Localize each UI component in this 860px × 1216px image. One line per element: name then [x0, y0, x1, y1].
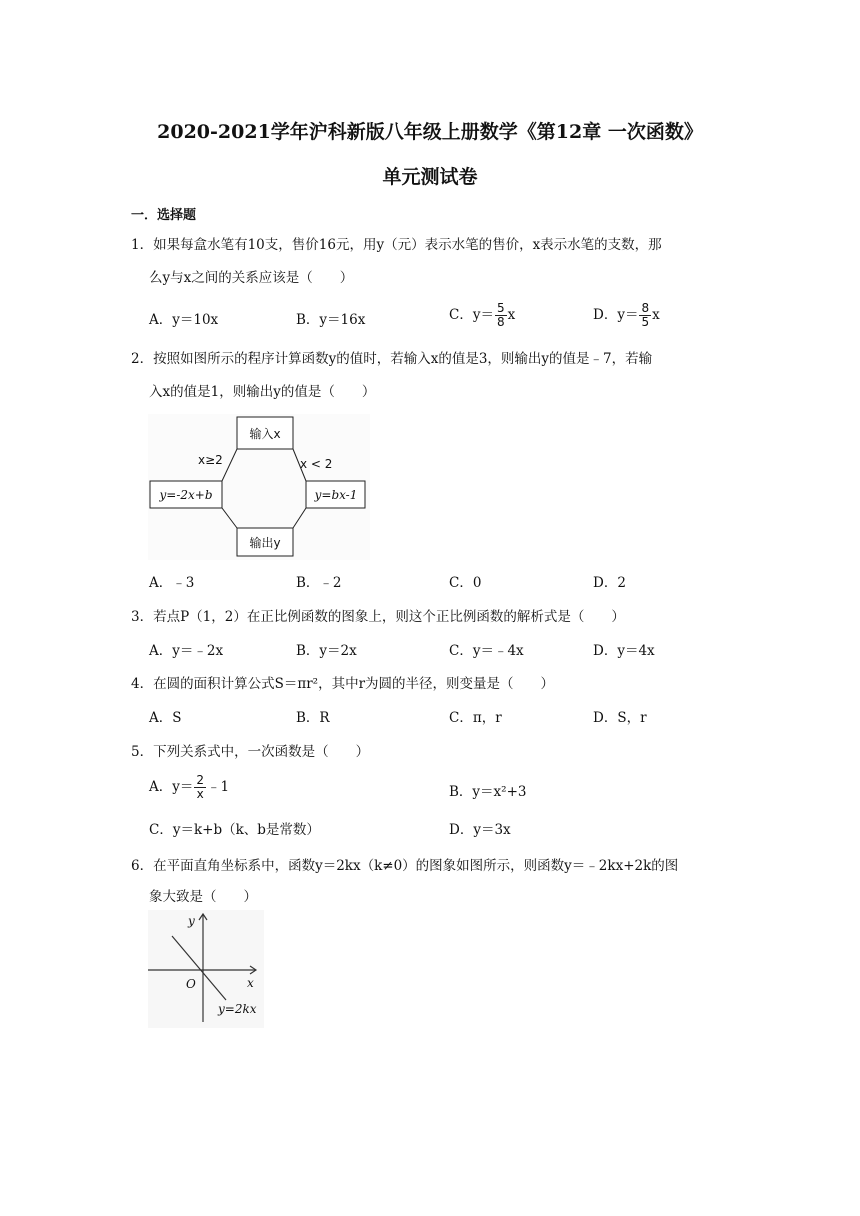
q6-graph-figure [148, 910, 264, 1028]
q1-option-c [449, 302, 515, 329]
title-line-1: 2020-2021学年沪科新版八年级上册数学《第12章 一次函数》 [157, 121, 703, 143]
q1-text-line-1: 1．如果每盒水笔有10支，售价16元，用y（元）表示水笔的售价，x表示水笔的支数，那 [131, 237, 662, 253]
q2-option-c: C．0 [449, 575, 482, 591]
right-condition-label: x < 2 [300, 457, 333, 471]
q4-option-d: D．S，r [593, 710, 647, 726]
q6-text-line-1: 6．在平面直角坐标系中，函数y＝2kx（k≠0）的图象如图所示，则函数y＝﹣2kx+2k的图 [131, 858, 679, 874]
q2-option-b: B．﹣2 [296, 575, 342, 591]
section-heading: 一．选择题 [131, 208, 197, 223]
q2-flowchart-figure [148, 414, 370, 560]
q1-option-c-fraction [495, 302, 507, 329]
q5-option-a-suffix: ﹣1 [207, 779, 230, 795]
q5-option-a-prefix: A．y＝ [149, 779, 194, 795]
q1-option-d [593, 302, 660, 329]
q3-option-c: C．y＝﹣4x [449, 643, 524, 659]
left-formula-label: y=-2x+b [159, 488, 213, 502]
q4-option-a: A．S [149, 710, 182, 726]
q5-text-line-1: 5．下列关系式中，一次函数是（ ） [131, 744, 370, 760]
q5-option-d: D．y＝3x [449, 822, 511, 838]
q5-option-a-fraction [194, 774, 206, 801]
fraction-numerator: 8 [641, 301, 650, 315]
q5-option-b: B．y＝x²+3 [449, 784, 527, 800]
fraction-denominator: x [196, 787, 204, 801]
q1-option-d-suffix: x [652, 307, 660, 323]
q2-text-line-2: 入x的值是1，则输出y的值是（ ） [149, 384, 376, 400]
x-axis-label: x [247, 976, 254, 990]
origin-label: O [186, 977, 196, 991]
q4-option-b: B．R [296, 710, 330, 726]
q1-option-b: B．y＝16x [296, 312, 366, 328]
q2-option-a: A．﹣3 [149, 575, 195, 591]
q1-option-d-prefix: D．y＝ [593, 307, 639, 323]
q4-option-c: C．π，r [449, 710, 502, 726]
q1-option-c-suffix: x [507, 307, 516, 323]
input-label: 输入x [249, 427, 281, 441]
q1-option-c-prefix: C．y＝ [449, 307, 494, 323]
q3-text-line-1: 3．若点P（1，2）在正比例函数的图象上，则这个正比例函数的解析式是（ ） [131, 609, 625, 625]
q3-option-b: B．y＝2x [296, 643, 357, 659]
title-line-2: 单元测试卷 [382, 166, 478, 188]
q1-text-line-2: 么y与x之间的关系应该是（ ） [149, 270, 354, 286]
fraction-numerator: 5 [496, 301, 505, 315]
fraction-denominator: 8 [496, 315, 505, 329]
q2-text-line-1: 2．按照如图所示的程序计算函数y的值时，若输入x的值是3，则输出y的值是﹣7，若输 [131, 351, 653, 367]
line-equation-label: y=2kx [218, 1002, 257, 1016]
left-condition-label: x≥2 [198, 453, 223, 467]
output-label: 输出y [249, 536, 281, 550]
q3-option-d: D．y＝4x [593, 643, 655, 659]
q1-option-a: A．y＝10x [149, 312, 219, 328]
q5-option-a [149, 774, 229, 801]
y-axis-label: y [188, 914, 195, 928]
q2-option-d: D．2 [593, 575, 626, 591]
fraction-numerator: 2 [196, 773, 205, 787]
q4-text-line-1: 4．在圆的面积计算公式S＝πr²，其中r为圆的半径，则变量是（ ） [131, 676, 555, 692]
right-formula-label: y=bx-1 [314, 488, 358, 502]
q1-option-d-fraction [639, 302, 651, 329]
fraction-denominator: 5 [641, 315, 650, 329]
q3-option-a: A．y＝﹣2x [149, 643, 224, 659]
q5-option-c: C．y＝k+b（k、b是常数） [149, 822, 320, 838]
q6-text-line-2: 象大致是（ ） [149, 889, 257, 905]
